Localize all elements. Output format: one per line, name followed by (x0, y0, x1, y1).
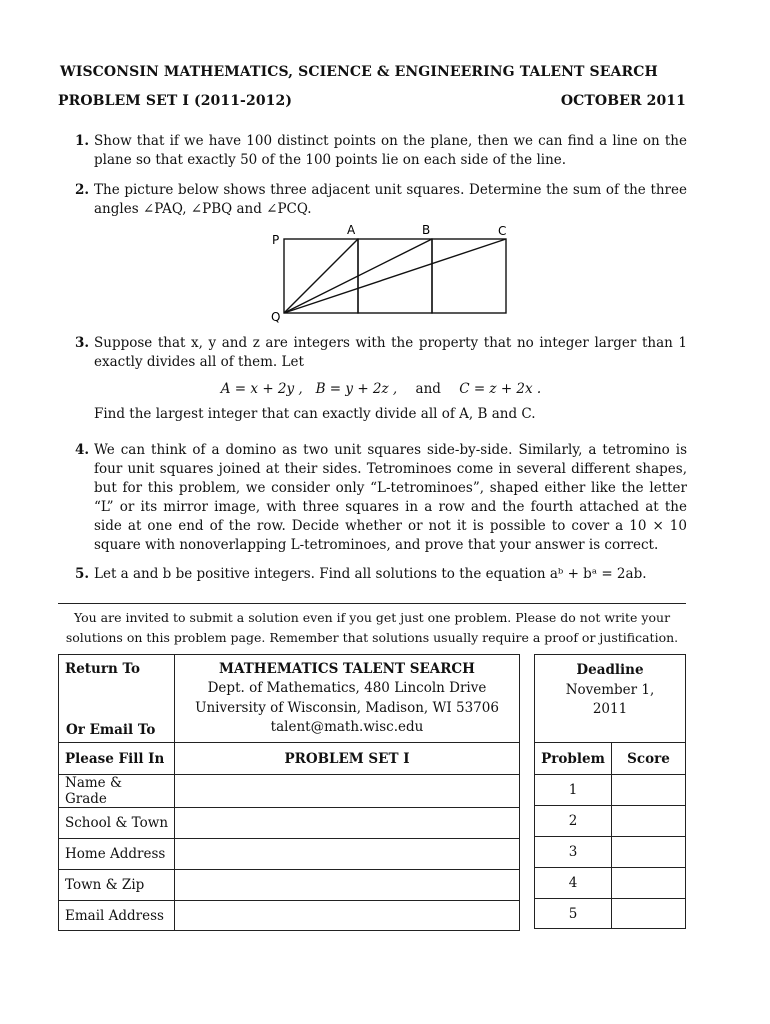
problem-4 (75, 441, 687, 555)
problem-number-cell: 1 (535, 775, 612, 806)
problem-2 (75, 181, 687, 219)
document-title: WISCONSIN MATHEMATICS, SCIENCE & ENGINEERING TALENT SEARCH (60, 64, 658, 80)
contact-email: talent@math.wisc.edu (270, 719, 424, 735)
equation-c: C = z + 2x . (459, 381, 542, 397)
problem-text: Let a and b be positive integers. Find all solutions to the equation aᵇ + bᵃ = 2ab. (94, 566, 647, 582)
problem-text-after: Find the largest integer that can exactly divide all of A, B and C. (94, 406, 536, 422)
divider (58, 603, 686, 604)
address-line-2: University of Wisconsin, Madison, WI 53706 (195, 699, 499, 716)
segment-qa (284, 239, 358, 313)
submission-note (58, 608, 686, 648)
field-label: Email Address (59, 901, 175, 931)
deadline-cell (535, 655, 686, 743)
unit-squares-figure (265, 220, 525, 329)
field-label: Name & Grade (59, 775, 175, 808)
segment-qc (284, 239, 506, 313)
problem-3 (75, 334, 687, 424)
problem-text: Show that if we have 100 distinct points on the plane, then we can find a line on the plane so that exactly 50 of the 100 points lie on each side of the line. (94, 133, 687, 168)
problem-number: 3. (75, 335, 90, 351)
equation-a: A = x + 2y , (220, 381, 303, 397)
org-name: MATHEMATICS TALENT SEARCH (219, 660, 475, 677)
problem-text: Suppose that x, y and z are integers with the property that no integer larger than 1 exactly divides all of them. Let (94, 335, 687, 370)
label-a: A (347, 223, 356, 237)
problem-number-cell: 4 (535, 868, 612, 899)
problem-number-cell: 2 (535, 806, 612, 837)
score-cell[interactable] (612, 837, 686, 868)
problem-number-cell: 5 (535, 899, 612, 929)
deadline-line-2: 2011 (592, 701, 628, 717)
field-label: Town & Zip (59, 870, 175, 901)
problem-number: 5. (75, 566, 90, 582)
town-zip-field[interactable] (175, 870, 520, 901)
score-cell[interactable] (612, 899, 686, 929)
name-grade-field[interactable] (175, 775, 520, 808)
return-to-label: Return To (65, 661, 140, 677)
problem-number: 4. (75, 442, 90, 458)
problem-number: 2. (75, 182, 90, 198)
school-town-field[interactable] (175, 808, 520, 839)
problem-set-date: OCTOBER 2011 (560, 93, 686, 109)
field-label: Home Address (59, 839, 175, 870)
score-cell[interactable] (612, 806, 686, 837)
problem-column-header: Problem (535, 743, 612, 775)
label-q: Q (271, 310, 281, 324)
square-3 (432, 239, 506, 313)
equation-b: B = y + 2z , (315, 381, 398, 397)
equations (75, 380, 687, 399)
field-label: School & Town (59, 808, 175, 839)
home-address-field[interactable] (175, 839, 520, 870)
score-cell[interactable] (612, 775, 686, 806)
label-c: C (498, 224, 507, 238)
deadline-line-1: November 1, (565, 681, 655, 698)
score-column-header: Score (612, 743, 686, 775)
please-fill-label: Please Fill In (59, 743, 175, 775)
equation-and: and (415, 381, 441, 397)
label-b: B (422, 223, 431, 237)
note-line-1: You are invited to submit a solution even if you get just one problem. Please do not write your (73, 610, 671, 625)
problem-set-title: PROBLEM SET I (2011-2012) (58, 93, 293, 109)
problem-set-label: PROBLEM SET I (175, 743, 520, 775)
problem-1 (75, 132, 687, 170)
note-line-2: solutions on this problem page. Remember that solutions usually require a proof or justification. (65, 630, 679, 645)
address-line-1: Dept. of Mathematics, 480 Lincoln Drive (207, 680, 487, 696)
address-cell (175, 655, 520, 743)
submission-form (58, 654, 520, 931)
label-p: P (272, 233, 280, 247)
or-email-to-label: Or Email To (66, 722, 156, 738)
deadline-score-table (534, 654, 686, 929)
problem-5 (75, 565, 687, 584)
problem-number: 1. (75, 133, 90, 149)
email-address-field[interactable] (175, 901, 520, 931)
problem-text: We can think of a domino as two unit squares side-by-side. Similarly, a tetromino is four unit squares joined at their sides. Tetrominoes come in several different shapes, but for this problem, we consider only “L-tetrominoes”, shaped either like the letter “L” or its mirror image, with three squares in a row and the fourth attached at the side at one end of the row. Decide whether or not it is possible to cover a 10 × 10 square with nonoverlapping L-tetrominoes, and prove that your answer is correct. (94, 442, 687, 553)
score-cell[interactable] (612, 868, 686, 899)
problem-text: The picture below shows three adjacent unit squares. Determine the sum of the three angles ∠PAQ, ∠PBQ and ∠PCQ. (94, 182, 687, 217)
deadline-label: Deadline (576, 662, 644, 678)
return-to-cell (59, 655, 175, 743)
problem-number-cell: 3 (535, 837, 612, 868)
